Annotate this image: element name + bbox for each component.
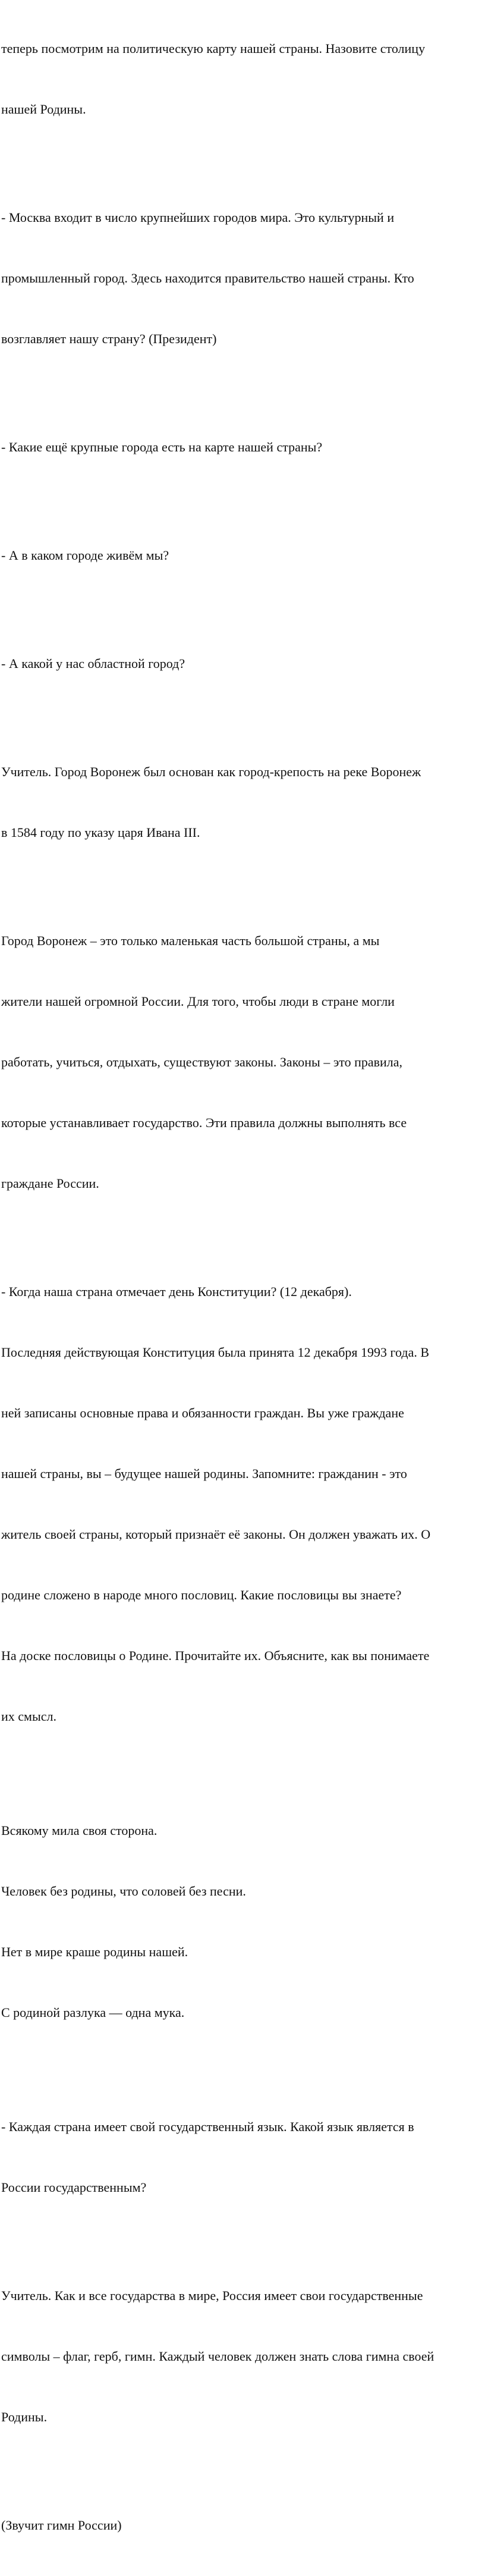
text-line: их смысл. [1, 1709, 56, 1724]
text-line: На доске пословицы о Родине. Прочитайте их. Объясните, как вы понимаете [1, 1648, 430, 1663]
text-line: возглавляет нашу страну? (Президент) [1, 331, 217, 346]
text-line: теперь посмотрим на политическую карту нашей страны. Назовите столицу [1, 41, 426, 56]
paragraph-anthem-note [1, 2475, 485, 2576]
text-line: нашей Родины. [1, 102, 86, 117]
text-line: - Какие ещё крупные города есть на карте нашей страны? [1, 440, 323, 454]
text-line: в 1584 году по указу царя Ивана III. [1, 825, 200, 840]
text-line: - Москва входит в число крупнейших городов мира. Это культурный и [1, 210, 395, 225]
proverb-line: Человек без родины, что соловей без песни. [1, 1884, 246, 1899]
text-line: ней записаны основные права и обязанности граждан. Вы уже граждане [1, 1405, 404, 1420]
text-line: родине сложено в народе много пословиц. Какие пословицы вы знаете? [1, 1587, 402, 1602]
text-line: Последняя действующая Конституция была принята 12 декабря 1993 года. В [1, 1345, 430, 1360]
paragraph-laws [1, 890, 485, 1234]
text-line: нашей страны, вы – будущее нашей родины. Запомните: гражданин - это [1, 1466, 407, 1481]
text-line: граждане России. [1, 1176, 99, 1191]
text-line: - Каждая страна имеет свой государственный язык. Какой язык является в [1, 2119, 414, 2134]
paragraph-big-cities-question [1, 397, 485, 498]
proverb-line: С родиной разлука — одна мука. [1, 2005, 185, 2020]
text-line: - А какой у нас областной город? [1, 656, 185, 671]
text-line: Учитель. Город Воронеж был основан как город-крепость на реке Воронеж [1, 764, 421, 779]
text-line: - А в каком городе живём мы? [1, 548, 169, 563]
text-line: Город Воронеж – это только маленькая часть большой страны, а мы [1, 933, 380, 948]
text-line: жители нашей огромной России. Для того, чтобы люди в стране могли [1, 994, 395, 1009]
text-line: России государственным? [1, 2180, 147, 2195]
paragraph-constitution [1, 1241, 485, 1767]
text-line: которые устанавливает государство. Эти правила должны выполнять все [1, 1115, 407, 1130]
paragraph-our-city-question [1, 505, 485, 606]
paragraph-regional-city-question [1, 613, 485, 714]
paragraph-language-question [1, 2076, 485, 2238]
text-line: символы – флаг, герб, гимн. Каждый человек должен знать слова гимна своей [1, 2349, 434, 2364]
text-line: Родины. [1, 2409, 48, 2424]
paragraph-proverbs [1, 1780, 485, 2063]
text-line: Учитель. Как и все государства в мире, Россия имеет свои государственные [1, 2288, 423, 2303]
proverb-line: Всякому мила своя сторона. [1, 1823, 158, 1838]
paragraph-state-symbols [1, 2245, 485, 2468]
paragraph-moscow [1, 167, 485, 390]
text-line: (Звучит гимн России) [1, 2518, 122, 2533]
proverb-line: Нет в мире краше родины нашей. [1, 1944, 188, 1959]
text-line: житель своей страны, который признаёт её законы. Он должен уважать их. О [1, 1527, 431, 1542]
paragraph-capital-question [1, 0, 485, 160]
text-line: работать, учиться, отдыхать, существуют законы. Законы – это правила, [1, 1055, 403, 1069]
text-line: промышленный город. Здесь находится правительство нашей страны. Кто [1, 271, 414, 285]
paragraph-voronezh-history [1, 721, 485, 883]
text-line: - Когда наша страна отмечает день Конституции? (12 декабря). [1, 1284, 352, 1299]
